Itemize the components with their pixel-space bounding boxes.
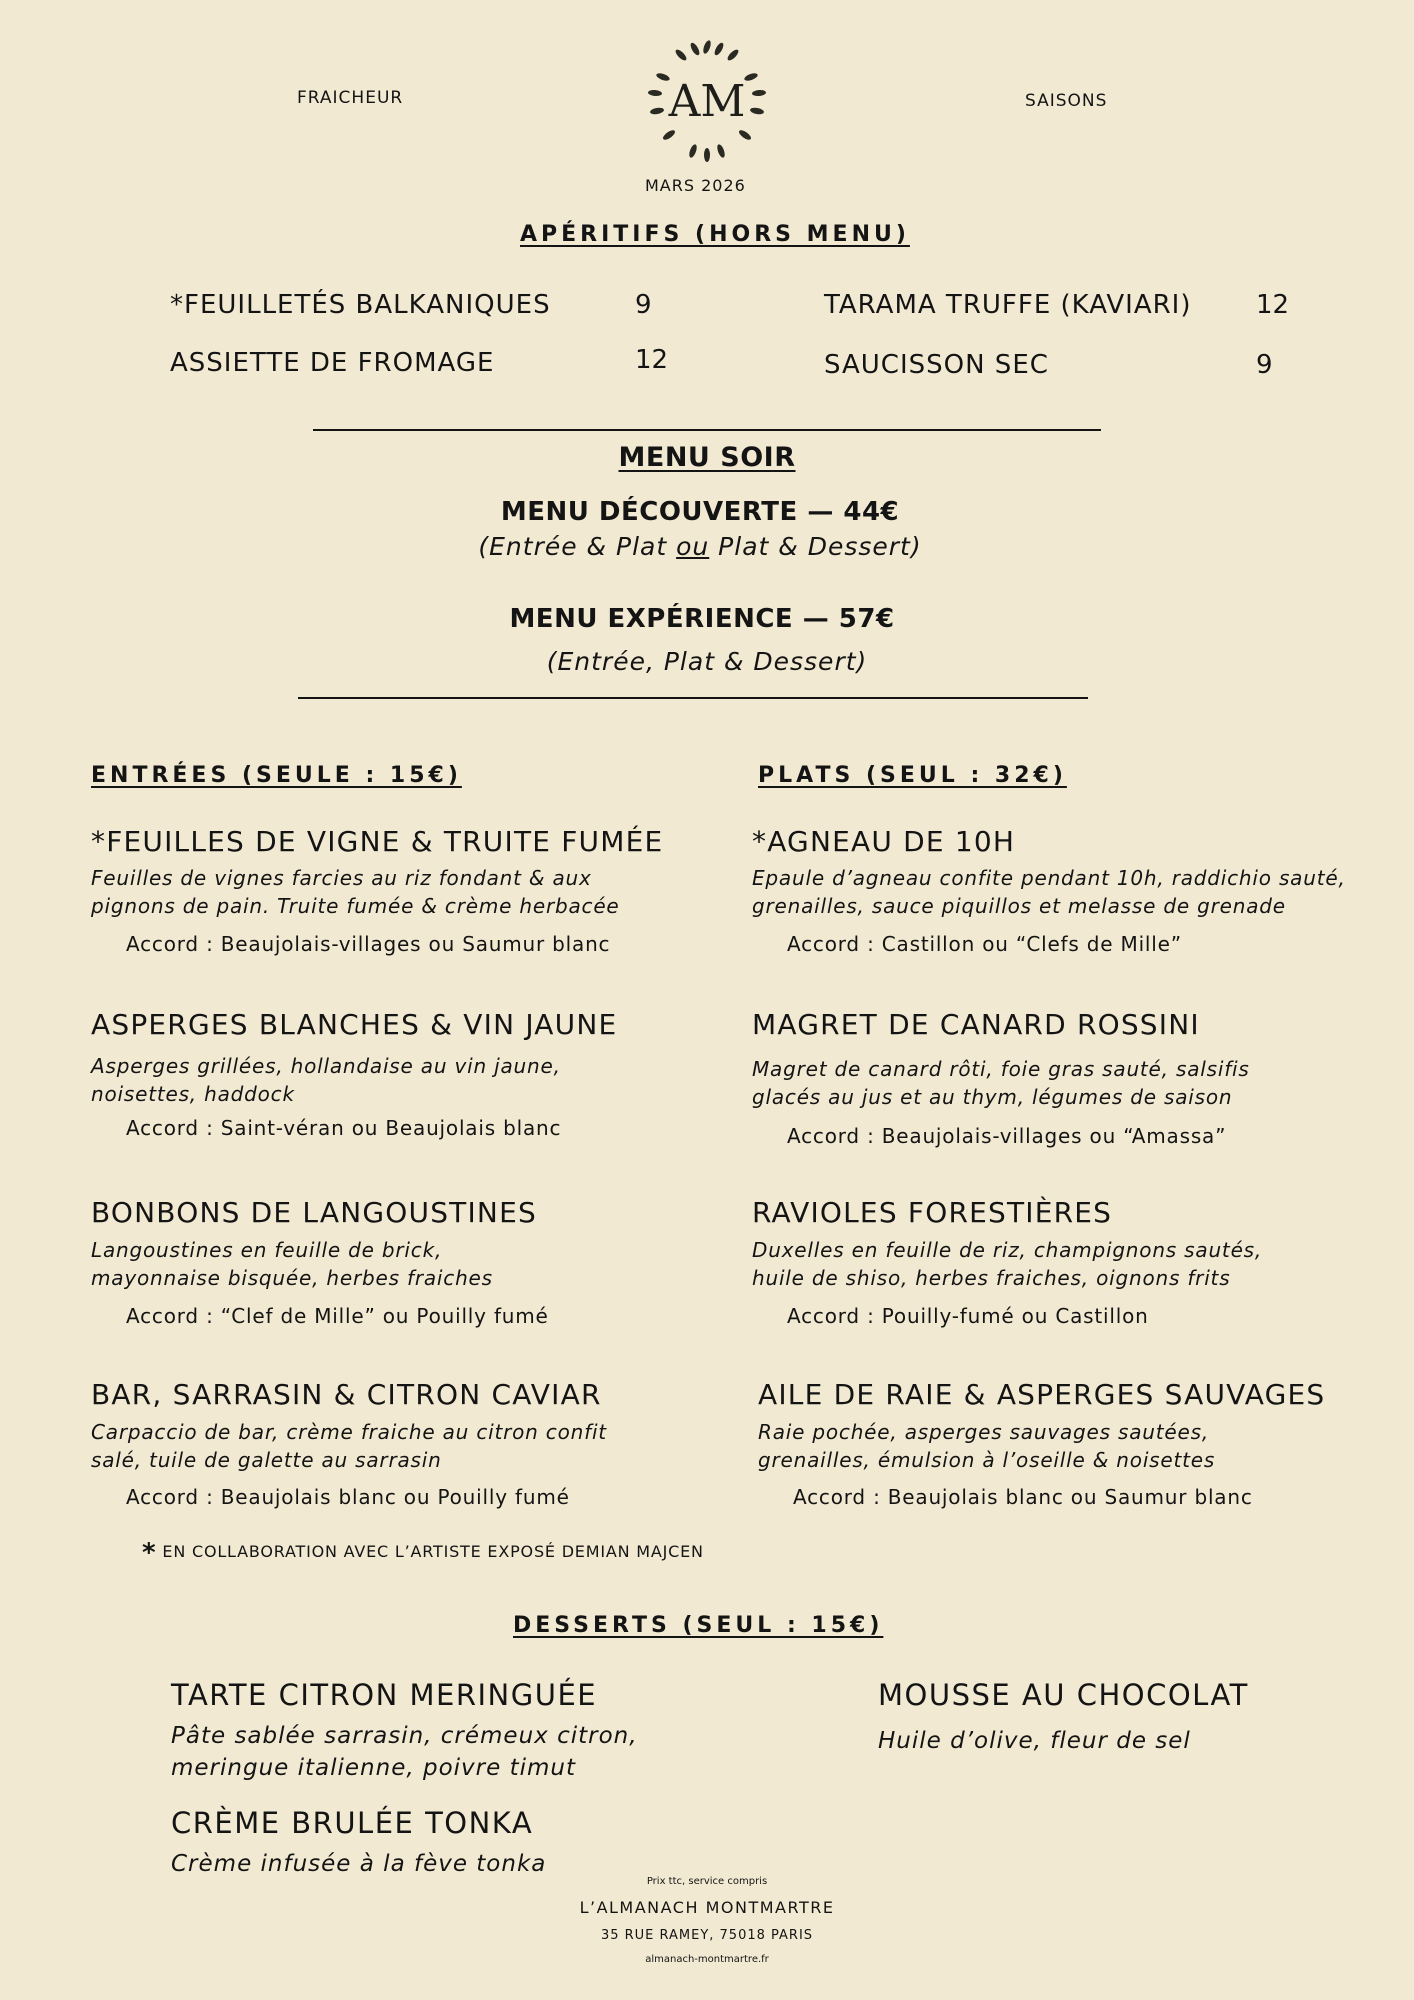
plat-description: Raie pochée, asperges sauvages sautées, grenailles, émulsion à l’oseille & noisettes <box>758 1420 1216 1472</box>
dessert-description: Huile d’olive, fleur de sel <box>878 1728 1191 1754</box>
plat-wine-pairing: Accord : Beaujolais blanc ou Saumur blanc <box>793 1485 1253 1509</box>
dessert-description: Crème infusée à la fève tonka <box>171 1851 547 1877</box>
menu-decouverte-title: MENU DÉCOUVERTE — 44€ <box>500 497 900 527</box>
desserts-title: DESSERTS (SEUL : 15€) <box>513 1613 884 1638</box>
plat-name: AILE DE RAIE & ASPERGES SAUVAGES <box>758 1378 1326 1411</box>
plat-name: RAVIOLES FORESTIÈRES <box>752 1196 1113 1229</box>
entree-wine-pairing: Accord : “Clef de Mille” ou Pouilly fumé <box>126 1304 549 1328</box>
plat-wine-pairing: Accord : Castillon ou “Clefs de Mille” <box>787 932 1182 956</box>
aperitif-price: 12 <box>1256 290 1290 320</box>
entree-wine-pairing: Accord : Beaujolais blanc ou Pouilly fumé <box>126 1485 570 1509</box>
header-right-tag: SAISONS <box>1025 91 1108 111</box>
plat-name: MAGRET DE CANARD ROSSINI <box>752 1008 1200 1041</box>
restaurant-name: L’ALMANACH MONTMARTRE <box>579 1898 835 1917</box>
aperitif-price: 12 <box>635 345 669 375</box>
dessert-name: CRÈME BRULÉE TONKA <box>171 1806 534 1840</box>
dessert-name: TARTE CITRON MERINGUÉE <box>171 1678 598 1712</box>
entree-name: BAR, SARRASIN & CITRON CAVIAR <box>91 1378 602 1411</box>
menu-soir-title: MENU SOIR <box>618 442 796 473</box>
divider <box>298 697 1088 699</box>
entree-description: Langoustines en feuille de brick, mayonnaise bisquée, herbes fraiches <box>91 1238 493 1290</box>
logo-monogram: AM <box>668 76 746 127</box>
entree-description: Asperges grillées, hollandaise au vin jaune, noisettes, haddock <box>91 1054 561 1106</box>
menu-experience-title: MENU EXPÉRIENCE — 57€ <box>509 604 895 634</box>
plat-name: *AGNEAU DE 10H <box>752 825 1016 858</box>
entree-description: Feuilles de vignes farcies au riz fondant & aux pignons de pain. Truite fumée & crème herbacée <box>91 866 620 918</box>
menu-date: MARS 2026 <box>645 176 746 195</box>
dessert-description: Pâte sablée sarrasin, crémeux citron, meringue italienne, poivre timut <box>171 1723 638 1781</box>
entree-name: BONBONS DE LANGOUSTINES <box>91 1196 537 1229</box>
aperitifs-title: APÉRITIFS (HORS MENU) <box>520 222 910 247</box>
plat-wine-pairing: Accord : Beaujolais-villages ou “Amassa” <box>787 1124 1227 1148</box>
divider <box>313 429 1101 431</box>
aperitif-name: *FEUILLETÉS BALKANIQUES <box>170 290 551 320</box>
aperitif-name: ASSIETTE DE FROMAGE <box>170 348 495 378</box>
aperitif-price: 9 <box>1256 350 1273 380</box>
entree-description: Carpaccio de bar, crème fraiche au citron confit salé, tuile de galette au sarrasin <box>91 1420 607 1472</box>
collaboration-note: * EN COLLABORATION AVEC L’ARTISTE EXPOSÉ DEMIAN MAJCEN <box>142 1538 704 1568</box>
plat-wine-pairing: Accord : Pouilly-fumé ou Castillon <box>787 1304 1149 1328</box>
entree-wine-pairing: Accord : Beaujolais-villages ou Saumur blanc <box>126 932 611 956</box>
entrees-title: ENTRÉES (SEULE : 15€) <box>91 763 462 788</box>
plat-description: Magret de canard rôti, foie gras sauté, salsifis glacés au jus et au thym, légumes de saison <box>752 1057 1250 1109</box>
dessert-name: MOUSSE AU CHOCOLAT <box>878 1678 1249 1712</box>
plat-description: Epaule d’agneau confite pendant 10h, raddichio sauté, grenailles, sauce piquillos et melasse de grenade <box>752 866 1346 918</box>
aperitif-name: TARAMA TRUFFE (KAVIARI) <box>824 290 1192 320</box>
website-link[interactable]: almanach-montmartre.fr <box>645 1954 769 1965</box>
entree-name: *FEUILLES DE VIGNE & TRUITE FUMÉE <box>91 825 664 858</box>
aperitif-price: 9 <box>635 290 652 320</box>
plat-description: Duxelles en feuille de riz, champignons sautés, huile de shiso, herbes fraiches, oignons frits <box>752 1238 1263 1290</box>
laurel-monogram-logo <box>642 36 772 166</box>
aperitif-name: SAUCISSON SEC <box>824 350 1049 380</box>
plats-title: PLATS (SEUL : 32€) <box>758 763 1067 788</box>
entree-wine-pairing: Accord : Saint-véran ou Beaujolais blanc <box>126 1116 562 1140</box>
entree-name: ASPERGES BLANCHES & VIN JAUNE <box>91 1008 618 1041</box>
restaurant-address: 35 RUE RAMEY, 75018 PARIS <box>600 1928 814 1943</box>
menu-decouverte-subtitle: (Entrée & Plat ou Plat & Dessert) <box>478 532 922 561</box>
header-left-tag: FRAICHEUR <box>297 88 404 108</box>
price-note: Prix ttc, service compris <box>646 1876 768 1887</box>
menu-experience-subtitle: (Entrée, Plat & Dessert) <box>546 647 868 676</box>
